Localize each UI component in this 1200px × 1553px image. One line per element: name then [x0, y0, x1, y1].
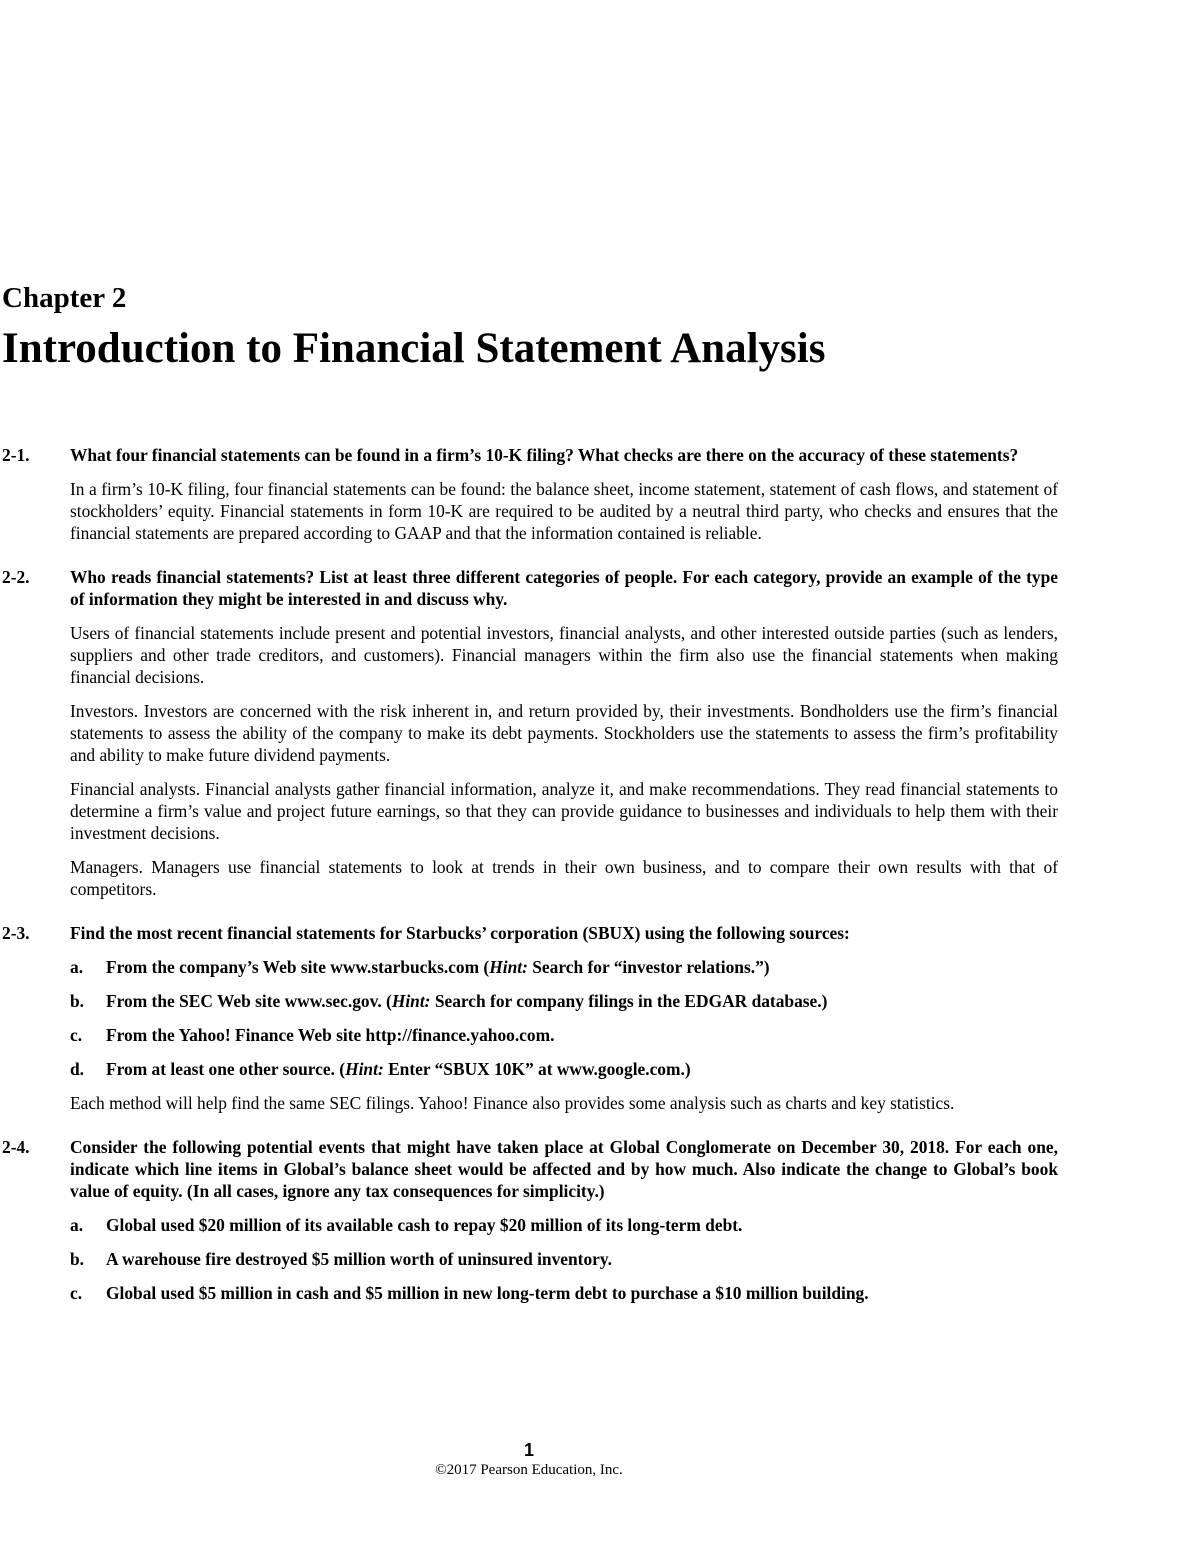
- item-text: From the company’s Web site www.starbucks.com (: [106, 957, 490, 977]
- problem-question: Consider the following potential events that might have taken place at Global Conglomerate on December 30, 2018. For each one, indicate which line items in Global’s balance sheet would be affected and by how much. Also indicate the change to Global’s book value of equity. (In all cases, ignore any tax consequences for simplicity.): [70, 1137, 1058, 1201]
- problem-item-list: [70, 956, 1058, 1080]
- problem-number: 2-1.: [2, 445, 30, 465]
- list-item: [70, 1058, 1058, 1080]
- problem-answer: Users of financial statements include present and potential investors, financial analysts, and other interested outside parties (such as lenders, suppliers and other trade creditors, and customers). Financial managers within the firm also use the financial statements when making financial decisions.: [70, 623, 1058, 687]
- item-letter: c.: [70, 1025, 83, 1045]
- problem-answer: In a firm’s 10-K filing, four financial statements can be found: the balance sheet, income statement, statement of cash flows, and statement of stockholders’ equity. Financial statements in form 10-K are required to be audited by a neutral third party, who checks and ensures that the financial statements are prepared according to GAAP and that the information contained is reliable.: [70, 479, 1058, 543]
- list-item: [70, 956, 1058, 978]
- problem-number: 2-3.: [2, 923, 30, 943]
- item-text-end: Search for “investor relations.”): [527, 957, 770, 977]
- problem-question: Who reads financial statements? List at least three different categories of people. For each category, provide an example of the type of information they might be interested in and discuss why.: [70, 567, 1058, 609]
- problem-answer: Financial analysts. Financial analysts gather financial information, analyze it, and make recommendations. They read financial statements to determine a firm’s value and project future earnings, so that they can provide guidance to businesses and individuals to help them with their investment decisions.: [70, 779, 1058, 843]
- item-text-end: Search for company filings in the EDGAR database.): [430, 991, 828, 1011]
- item-letter: b.: [70, 1249, 85, 1269]
- hint-label: Hint:: [391, 991, 431, 1011]
- page-number: 1: [523, 1440, 534, 1460]
- problems-section: [0, 444, 1058, 1326]
- item-text: From at least one other source. (: [106, 1059, 346, 1079]
- problem-item-list: [70, 1214, 1058, 1304]
- problem-2-4: [0, 1136, 1058, 1304]
- item-text-end: Enter “SBUX 10K” at www.google.com.): [383, 1059, 691, 1079]
- problem-answer: Investors. Investors are concerned with the risk inherent in, and return provided by, their investments. Bondholders use the firm’s financial statements to assess the ability of the company to make its debt payments. Stockholders use the statements to assess the firm’s profitability and ability to make future dividend payments.: [70, 701, 1058, 765]
- chapter-title: Introduction to Financial Statement Analysis: [2, 325, 826, 372]
- item-text: Global used $20 million of its available cash to repay $20 million of its long-term debt.: [106, 1215, 743, 1235]
- item-letter: c.: [70, 1283, 83, 1303]
- problem-question: What four financial statements can be found in a firm’s 10-K filing? What checks are there on the accuracy of these statements?: [70, 445, 1019, 465]
- chapter-label: Chapter 2: [2, 282, 127, 314]
- problem-number: 2-2.: [2, 567, 30, 587]
- hint-label: Hint:: [489, 957, 528, 977]
- list-item: [70, 1214, 1058, 1236]
- list-item: [70, 1024, 1058, 1046]
- hint-label: Hint:: [345, 1059, 384, 1079]
- item-letter: a.: [70, 1215, 84, 1235]
- list-item: [70, 1248, 1058, 1270]
- problem-2-2: [0, 566, 1058, 900]
- problem-number: 2-4.: [2, 1137, 30, 1157]
- item-letter: b.: [70, 991, 85, 1011]
- problem-2-1: [0, 444, 1058, 544]
- problem-answer: Each method will help find the same SEC filings. Yahoo! Finance also provides some analysis such as charts and key statistics.: [70, 1093, 955, 1113]
- problem-question: Find the most recent financial statements for Starbucks’ corporation (SBUX) using the following sources:: [70, 923, 850, 943]
- item-text: From the Yahoo! Finance Web site http://finance.yahoo.com.: [106, 1025, 555, 1045]
- item-text: Global used $5 million in cash and $5 million in new long-term debt to purchase a $10 million building.: [106, 1283, 869, 1303]
- list-item: [70, 990, 1058, 1012]
- item-letter: a.: [70, 957, 84, 977]
- list-item: [70, 1282, 1058, 1304]
- problem-answer: Managers. Managers use financial statements to look at trends in their own business, and to compare their own results with that of competitors.: [70, 857, 1058, 899]
- item-text: From the SEC Web site www.sec.gov. (: [106, 991, 392, 1011]
- item-letter: d.: [70, 1059, 85, 1079]
- item-text: A warehouse fire destroyed $5 million worth of uninsured inventory.: [106, 1249, 612, 1269]
- copyright-notice: ©2017 Pearson Education, Inc.: [435, 1462, 623, 1478]
- problem-2-3: [0, 922, 1058, 1114]
